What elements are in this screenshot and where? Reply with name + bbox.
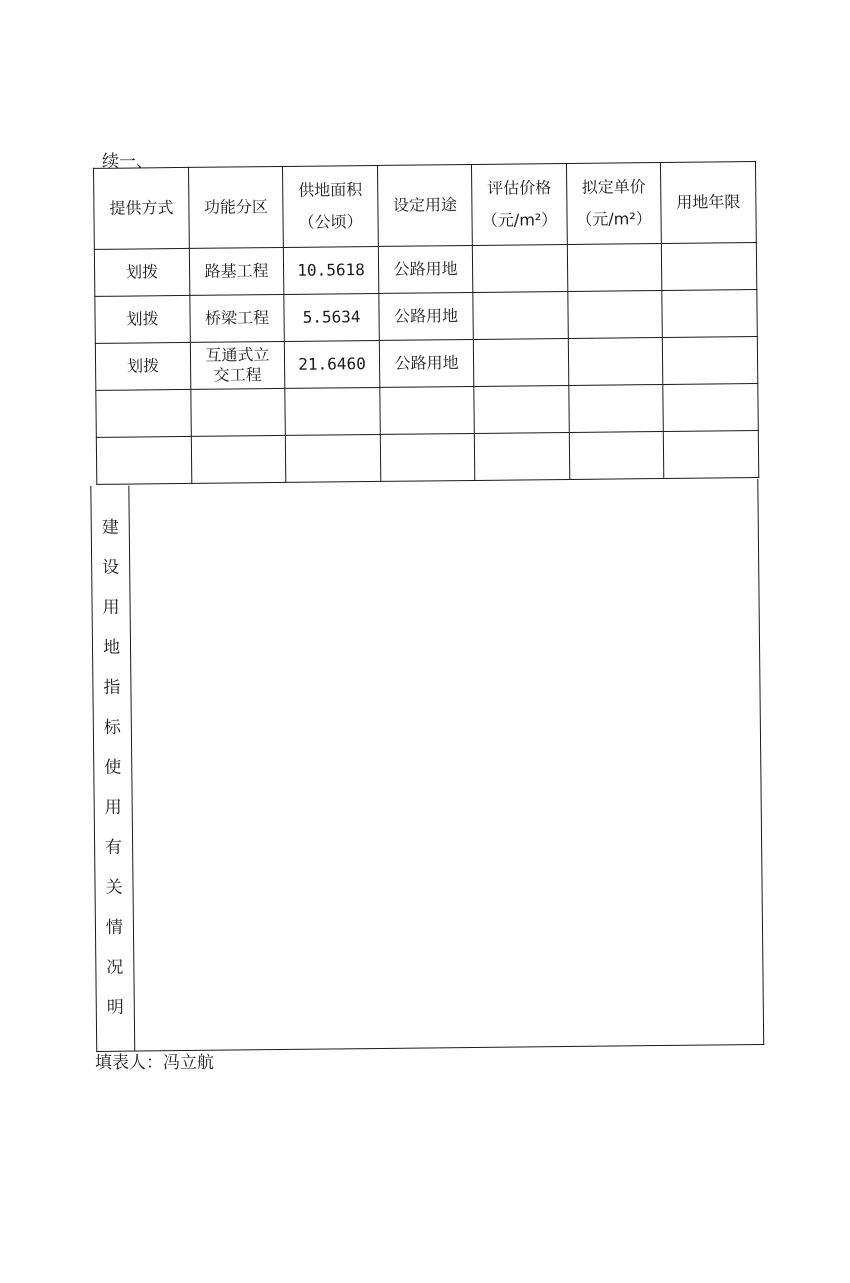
cell-area: 10.5618 (283, 246, 378, 294)
cell-area: 5.5634 (284, 293, 379, 341)
land-supply-table (93, 161, 759, 485)
header-area-title: 供地面积 (298, 180, 363, 200)
header-use: 设定用途 (377, 164, 472, 246)
cell-area: 21.6460 (284, 340, 379, 388)
cell-zone: 互通式立交工程 (190, 341, 284, 389)
cell-zone: 路基工程 (189, 247, 283, 295)
cell-eval-price (473, 291, 568, 339)
cell-term (662, 336, 757, 384)
header-term: 用地年限 (660, 161, 756, 243)
notes-label-char: 有 (105, 837, 123, 858)
notes-label-char: 关 (105, 877, 123, 898)
notes-label-vertical (91, 486, 135, 1051)
header-unit-price (566, 162, 661, 244)
cell-use: 公路用地 (379, 339, 473, 387)
cell-unit-price (568, 337, 662, 385)
table-header-row (94, 161, 757, 249)
notes-label-char: 情 (105, 917, 124, 938)
notes-label-char: 指 (103, 677, 121, 698)
form-filler: 填表人：冯立航 (95, 1053, 214, 1073)
header-area-unit: （公顷） (298, 212, 363, 232)
header-eval-unit: （元/m²） (481, 210, 558, 230)
land-use-notes-section (90, 479, 764, 1052)
header-eval-price (471, 163, 567, 245)
notes-label-char: 建 (101, 517, 119, 538)
notes-label-char: 设 (102, 557, 120, 578)
cell-eval-price (472, 244, 567, 292)
notes-label-char: 使 (104, 757, 122, 778)
header-eval-title: 评估价格 (487, 178, 552, 198)
notes-label-char: 用 (104, 797, 122, 818)
table-row-empty (96, 430, 758, 484)
cell-term (661, 242, 756, 290)
table-row (95, 336, 757, 390)
cell-zone: 桥梁工程 (190, 294, 284, 342)
cell-term (662, 289, 757, 337)
notes-label-char: 地 (102, 637, 121, 658)
cell-eval-price (473, 338, 568, 386)
cell-use: 公路用地 (379, 292, 473, 340)
header-zone: 功能分区 (188, 166, 283, 248)
cell-use: 公路用地 (378, 245, 472, 293)
cell-method: 划拨 (94, 248, 189, 296)
header-unit-title: 拟定单价 (581, 177, 646, 197)
notes-label-char: 用 (102, 597, 120, 618)
form-caption: 续一、 (102, 152, 153, 172)
notes-label-char: 况 (106, 957, 124, 978)
cell-method: 划拨 (95, 295, 190, 343)
cell-unit-price (568, 290, 662, 338)
cell-method: 划拨 (95, 342, 190, 390)
notes-label-char: 标 (103, 717, 121, 738)
table-row (94, 242, 756, 296)
header-unit-unit: （元/m²） (576, 209, 652, 229)
table-row (95, 289, 757, 343)
header-method: 提供方式 (94, 167, 190, 249)
cell-unit-price (567, 243, 661, 291)
land-supply-form (87, 161, 764, 1054)
header-area (282, 165, 378, 247)
table-row-empty (96, 383, 758, 437)
notes-label-char: 明 (106, 997, 124, 1018)
